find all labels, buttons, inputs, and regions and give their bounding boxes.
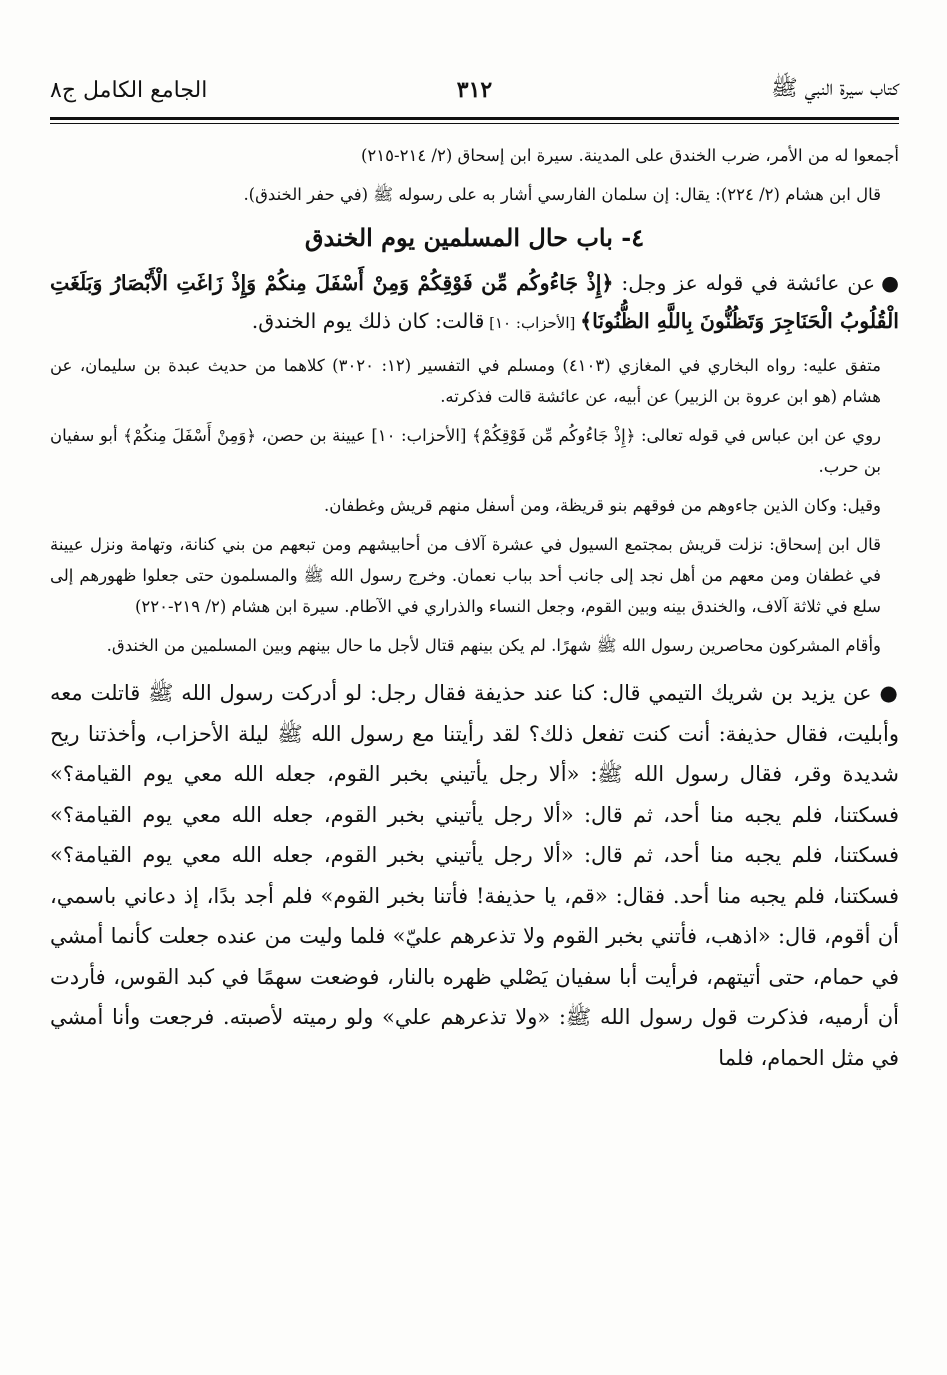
- footnote-paragraph: قال ابن هشام (٢/ ٢٢٤): يقال: إن سلمان الفارسي أشار به على رسوله ﷺ (في حفر الخندق).: [243, 185, 881, 204]
- bullet-icon: ●: [879, 681, 899, 705]
- quran-verse: ﴿إِذْ جَاءُوكُم مِّن فَوْقِكُمْ وَمِنْ أَسْفَلَ مِنكُمْ وَإِذْ زَاغَتِ الْأَبْصَارُ وَبَلَغَتِ الْقُلُوبُ الْحَنَاجِرَ وَتَظُنُّونَ بِاللَّهِ الظُّنُونَا﴾: [50, 271, 899, 333]
- commentary-paragraph: قال ابن إسحاق: نزلت قريش بمجتمع السيول في عشرة آلاف من أحابيشهم ومن تبعهم من بني كنانة، وتهامة ونزل عيينة في غطفان ومن معهم من أهل نجد إلى جانب أحد بباب نعمان. وخرج رسول الله ﷺ والمسلمون حتى جعلوا ظهورهم إلى سلع في ثلاثة آلاف، والخندق بينه وبين القوم، وجعل النساء والذراري في الآطام. سيرة ابن هشام (٢/ ٢١٩-٢٢٠): [50, 535, 881, 616]
- footnote-paragraph: أجمعوا له من الأمر، ضرب الخندق على المدينة. سيرة ابن إسحاق (٢/ ٢١٤-٢١٥): [360, 146, 899, 165]
- page-content: [50, 140, 899, 1078]
- commentary-paragraph: روي عن ابن عباس في قوله تعالى: ﴿إِذْ جَاءُوكُم مِّن فَوْقِكُمْ﴾ [الأحزاب: ١٠] عيينة بن حصن، ﴿وَمِنْ أَسْفَلَ مِنكُمْ﴾ أبو سفيان بن حرب.: [50, 426, 882, 476]
- page-number: ٣١٢: [456, 77, 493, 103]
- hadith-paragraph: [50, 264, 899, 342]
- hadith-paragraph: [50, 673, 899, 1078]
- page-header: [50, 68, 899, 112]
- volume-title: الجامع الكامل ج٨: [50, 77, 208, 103]
- commentary-paragraph: متفق عليه: رواه البخاري في المغازي (٤١٠٣) ومسلم في التفسير (١٢: ٣٠٢٠) كلاهما من حديث عبدة بن سليمان، عن هشام (هو ابن عروة بن الزبير) عن أبيه، عن عائشة قالت فذكرته.: [50, 356, 881, 406]
- chapter-heading: ٤- باب حال المسلمين يوم الخندق: [304, 223, 645, 252]
- hadith-intro: عن عائشة في قوله عز وجل:: [613, 271, 876, 295]
- hadith-text: قالت: كان ذلك يوم الخندق.: [251, 309, 485, 333]
- bullet-icon: ●: [881, 271, 899, 295]
- hadith-text: عن يزيد بن شريك التيمي قال: كنا عند حذيفة فقال رجل: لو أدركت رسول الله ﷺ قاتلت معه وأبليت، فقال حذيفة: أنت كنت تفعل ذلك؟ لقد رأيتنا مع رسول الله ﷺ ليلة الأحزاب، وأخذتنا ريح شديدة وقر، فقال رسول الله ﷺ: «ألا رجل يأتيني بخبر القوم، جعله الله معي يوم القيامة؟» فسكتنا، فلم يجبه منا أحد، ثم قال: «ألا رجل يأتيني بخبر القوم، جعله الله معي يوم القيامة؟» فسكتنا، فلم يجبه منا أحد، ثم قال: «ألا رجل يأتيني بخبر القوم، جعله الله معي يوم القيامة؟» فسكتنا، فلم يجبه منا أحد. فقال: «قم، يا حذيفة! فأتنا بخبر القوم» فلم أجد بدًا، إذ دعاني باسمي، أن أقوم، قال: «اذهب، فأتني بخبر القوم ولا تذعرهم عليّ» فلما وليت من عنده جعلت كأنما أمشي في حمام، حتى أتيتهم، فرأيت أبا سفيان يَصْلي ظهره بالنار، فوضعت سهمًا في كبد القوس، فأردت أن أرميه، فذكرت قول رسول الله ﷺ: «ولا تذعرهم علي» ولو رميته لأصبته. فرجعت وأنا أمشي في مثل الحمام، فلما: [50, 681, 899, 1070]
- commentary-paragraph: وأقام المشركون محاصرين رسول الله ﷺ شهرًا. لم يكن بينهم قتال لأجل ما حال بينهم وبين المسلمين من الخندق.: [106, 636, 881, 655]
- header-rule-thin: [50, 123, 899, 124]
- book-title: كتاب سيرة النبي ﷺ: [771, 76, 899, 101]
- header-rule-thick: [50, 117, 899, 120]
- verse-reference: [الأحزاب: ١٠]: [484, 314, 581, 332]
- commentary-paragraph: وقيل: وكان الذين جاءوهم من فوقهم بنو قريظة، ومن أسفل منهم قريش وغطفان.: [323, 496, 881, 515]
